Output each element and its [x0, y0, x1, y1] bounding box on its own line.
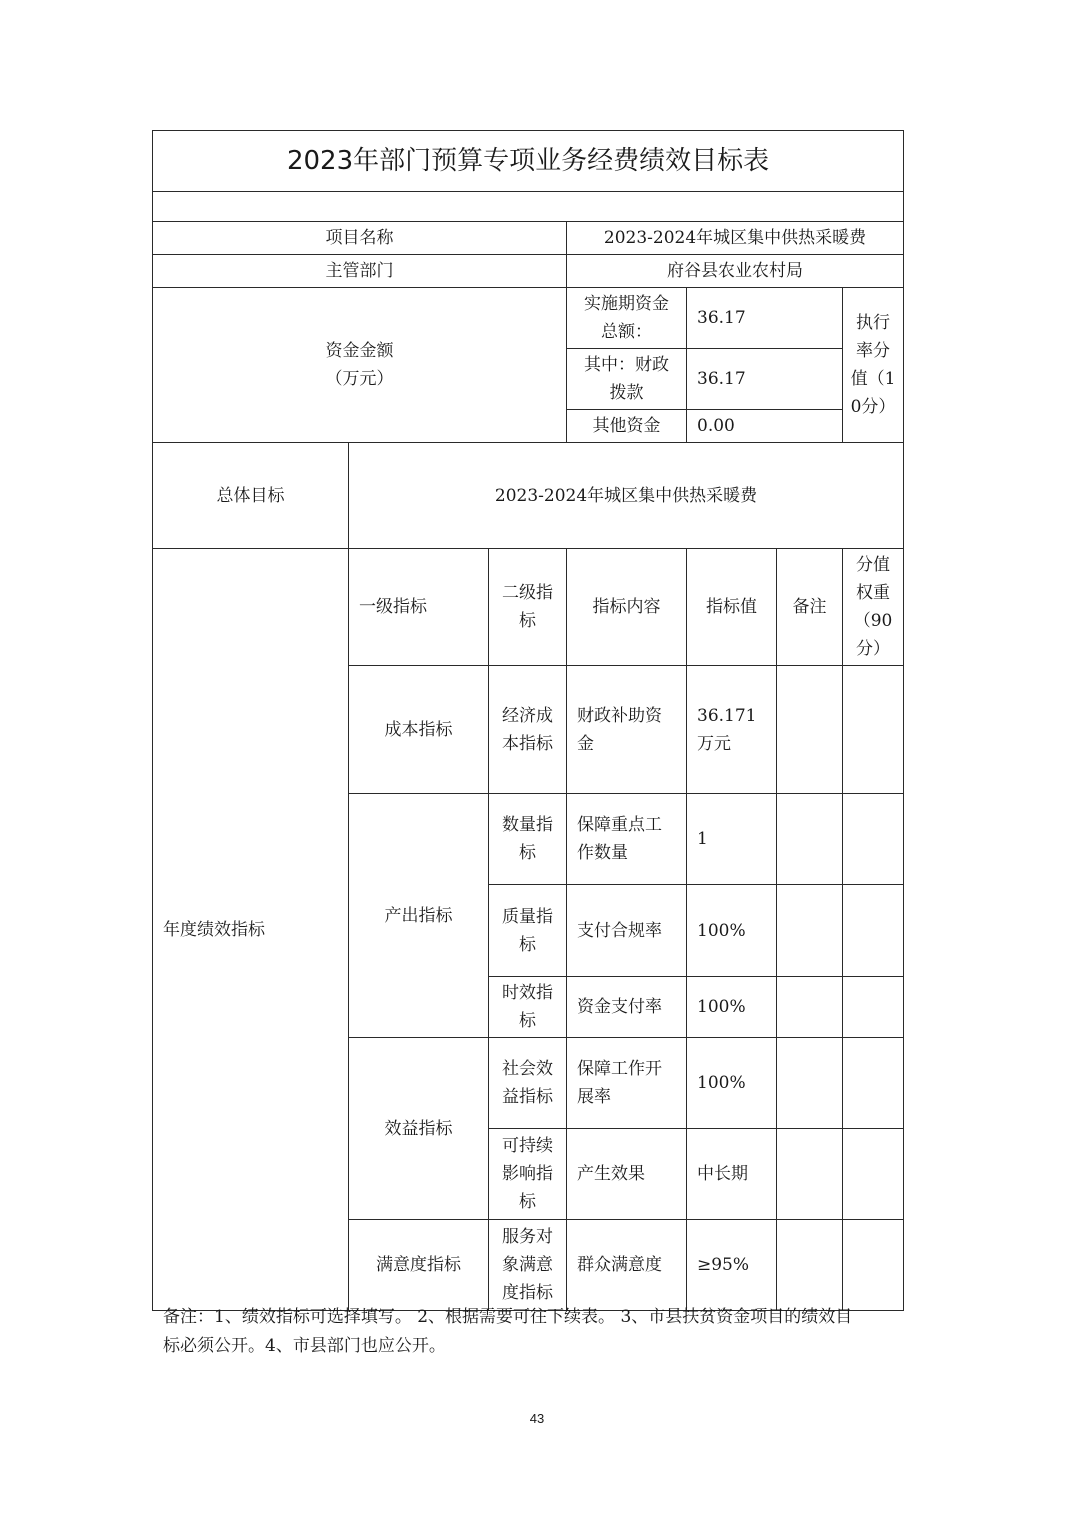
funds-label — [153, 288, 567, 443]
group-benefit: 效益指标 — [349, 1038, 489, 1220]
department-label: 主管部门 — [153, 255, 567, 288]
row-value: 36.171万元 — [687, 666, 777, 794]
row-weight — [843, 885, 904, 977]
footnote: 备注：1、绩效指标可选择填写。 2、根据需要可往下续表。 3、市县扶贫资金项目的绩效目标必须公开。4、市县部门也应公开。 — [163, 1307, 853, 1356]
row-remark — [777, 666, 843, 794]
other-funds-label: 其他资金 — [567, 410, 687, 443]
row-level2: 质量指标 — [489, 885, 567, 977]
row-content: 资金支付率 — [567, 977, 687, 1038]
project-name-value: 2023-2024年城区集中供热采暖费 — [567, 222, 904, 255]
row-level2: 服务对象满意度指标 — [489, 1220, 567, 1311]
row-content: 保障重点工作数量 — [567, 794, 687, 885]
header-level2: 二级指标 — [489, 549, 567, 666]
row-value: ≥95% — [687, 1220, 777, 1311]
fiscal-funds-label: 其中：财政拨款 — [567, 349, 687, 410]
row-weight — [843, 1129, 904, 1220]
row-content: 财政补助资金 — [567, 666, 687, 794]
page-number: 43 — [529, 1411, 545, 1426]
row-level2: 数量指标 — [489, 794, 567, 885]
row-content: 产生效果 — [567, 1129, 687, 1220]
row-level2: 经济成本指标 — [489, 666, 567, 794]
row-value: 100% — [687, 977, 777, 1038]
other-funds-value: 0.00 — [687, 410, 843, 443]
row-content: 支付合规率 — [567, 885, 687, 977]
row-weight — [843, 977, 904, 1038]
total-funds-value: 36.17 — [687, 288, 843, 349]
total-funds-label: 实施期资金总额： — [567, 288, 687, 349]
row-level2: 社会效益指标 — [489, 1038, 567, 1129]
row-weight — [843, 666, 904, 794]
row-remark — [777, 794, 843, 885]
row-content: 保障工作开展率 — [567, 1038, 687, 1129]
header-value: 指标值 — [687, 549, 777, 666]
table-title: 2023年部门预算专项业务经费绩效目标表 — [153, 131, 904, 192]
row-remark — [777, 977, 843, 1038]
funds-label-line1: 资金金额 — [325, 341, 394, 361]
row-weight — [843, 1038, 904, 1129]
fiscal-funds-value: 36.17 — [687, 349, 843, 410]
row-remark — [777, 1129, 843, 1220]
header-level1: 一级指标 — [349, 549, 489, 666]
header-remark: 备注 — [777, 549, 843, 666]
row-weight — [843, 794, 904, 885]
performance-target-table — [152, 130, 904, 1311]
row-content: 群众满意度 — [567, 1220, 687, 1311]
row-remark — [777, 885, 843, 977]
funds-label-line2: （万元） — [325, 369, 394, 389]
execution-score-label: 执行率分值（10分） — [843, 288, 904, 443]
project-name-label: 项目名称 — [153, 222, 567, 255]
row-value: 100% — [687, 1038, 777, 1129]
row-level2: 时效指标 — [489, 977, 567, 1038]
blank-row — [153, 192, 904, 222]
row-value: 1 — [687, 794, 777, 885]
overall-goal-label: 总体目标 — [153, 443, 349, 549]
row-level2: 可持续影响指标 — [489, 1129, 567, 1220]
department-value: 府谷县农业农村局 — [567, 255, 904, 288]
header-weight: 分值权重（90分） — [843, 549, 904, 666]
row-value: 中长期 — [687, 1129, 777, 1220]
group-satisfaction: 满意度指标 — [349, 1220, 489, 1311]
row-remark — [777, 1038, 843, 1129]
annual-indicator-label: 年度绩效指标 — [153, 549, 349, 1311]
group-cost: 成本指标 — [349, 666, 489, 794]
overall-goal-value: 2023-2024年城区集中供热采暖费 — [349, 443, 904, 549]
row-weight — [843, 1220, 904, 1311]
row-remark — [777, 1220, 843, 1311]
header-content: 指标内容 — [567, 549, 687, 666]
row-value: 100% — [687, 885, 777, 977]
group-output: 产出指标 — [349, 794, 489, 1038]
